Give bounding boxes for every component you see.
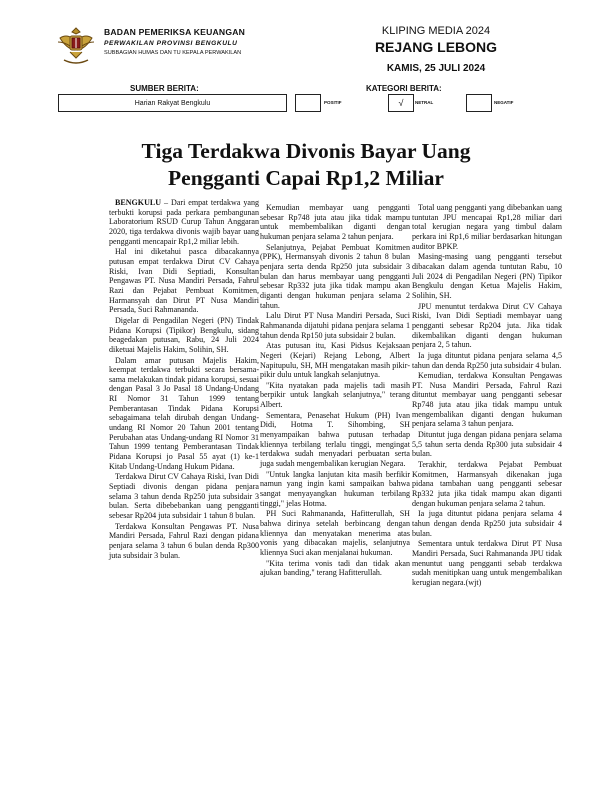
org-subdivision: SUBBAGIAN HUMAS DAN TU KEPALA PERWAKILAN <box>104 50 242 56</box>
headline <box>40 138 572 192</box>
category-box-positif <box>295 94 321 112</box>
org-name: BADAN PEMERIKSA KEUANGAN <box>104 27 246 37</box>
paragraph: Dituntut juga dengan pidana penjara selama 5,5 tahun serta denda Rp300 juta subsidair 4 bulan. <box>412 430 562 459</box>
paragraph: Ia juga dituntut pidana penjara selama 4 tahun dengan denda Rp250 juta subsidair 4 bulan. <box>412 509 562 538</box>
paragraph: Sementara, Penasehat Hukum (PH) Ivan Didi, Hotma T. Sihombing, SH menyampaikan bahwa putusan terhadap kliennya terbilang terlalu tinggi, mengingat terdakwa sudah menyadari perbuatan serta juga sudah mengembalikan kerugian Negara. <box>260 410 410 469</box>
paragraph: Ia juga dituntut pidana penjara selama 4,5 tahun dan denda Rp250 juta subsidair 4 bulan. <box>412 350 562 370</box>
category-label-positif: POSITIF <box>324 100 342 105</box>
category-label-netral: NETRAL <box>415 100 434 105</box>
source-label: SUMBER BERITA: <box>130 84 199 93</box>
paragraph: Kemudian, terdakwa Konsultan Pengawas PT. Nusa Mandiri Persada, Fahrul Razi dituntut membayar uang pengganti sebesar Rp748 juta atau jika tidak mampu untuk mengembalikan diganti dengan hukuman penjara selama 3 tahun penjara. <box>412 371 562 429</box>
paragraph: BENGKULU – Dari empat terdakwa yang terbukti korupsi pada perkara pembangunan Laboratorium RSUD Curup Tahun Anggaran 2020, tiga terdakwa divonis wajib bayar uang pengganti mencapair Rp1,2 miliar lebih. <box>109 198 259 246</box>
headline-line-2: Pengganti Capai Rp1,2 Miliar <box>168 166 444 190</box>
paragraph: "Kita nyatakan pada majelis tadi masih berpikir untuk langkah selanjutnya," terang Albert. <box>260 380 410 410</box>
article-column-1 <box>109 198 259 561</box>
paragraph: "Untuk langka lanjutan kita masih berfikir namun yang ingin kami sampaikan bahwa sangat menyayangkan hukuman terbilang tinggi," jelas Hotma. <box>260 469 410 508</box>
paragraph: Dalam amar putusan Majelis Hakim, keempat terdakwa terbukti secara bersama-sama melakukan tindak pidana korupsi, sesuai dengan Pasal 3 Jo Pasal 18 Undang-Undang RI Nomor 31 Tahun 1999 tentang Pemberantasan Tindak Pidana Korupsi sebagaimana telah dirubah dengan Undang-undang RI Nomor 20 Tahun 2001 tentang Perubahan atas Undang-undang RI Nomor 31 Tahun 1999 tentang Pemberantasan Tindak Pidana Korupsi jo Pasal 55 ayat (1) ke-1 Kitab Undang-Undang Hukum Pidana. <box>109 355 259 471</box>
paragraph: Terdakwa Konsultan Pengawas PT. Nusa Mandiri Persada, Fahrul Razi dengan pidana penjara selama 3 tahun 6 bulan denda Rp300 juta subsidair 3 bulan. <box>109 521 259 560</box>
category-box-negatif <box>466 94 492 112</box>
city-title: REJANG LEBONG <box>374 39 498 55</box>
article-column-3 <box>412 203 562 589</box>
kliping-title: KLIPING MEDIA 2024 <box>381 25 491 37</box>
paragraph: Atas putusan itu, Kasi Pidsus Kejaksaan Negeri (Kejari) Rejang Lebong, Albert Napitupulu, SH, MH mengatakan masih pikir-pikir dulu untuk langkah selanjutnya. <box>260 341 410 380</box>
paragraph: Sementara untuk terdakwa Dirut PT Nusa Mandiri Persada, Suci Rahmananda JPU tidak menuntut uang pengganti sebab terdakwa sudah menitipkan uang untuk mengembalikan kerugian negara.(wjt) <box>412 539 562 587</box>
paragraph: Lalu Dirut PT Nusa Mandiri Persada, Suci Rahmananda dijatuhi pidana penjara selama 1 tahun denda Rp150 juta subsidair 2 bulan. <box>260 311 410 340</box>
dateline: BENGKULU <box>115 198 162 207</box>
paragraph: Digelar di Pengadilan Negeri (PN) Tindak Pidana Korupsi (Tipikor) Bengkulu, sidang beagedakan putusan, Rabu, 24 Juli 2024 diketuai Majelis Hakim, Solihin, SH. <box>109 315 259 354</box>
paragraph: Hal ini diketahui pasca dibacakannya putusan empat terdakwa Dirut CV Cahaya Riski, Ivan Didi Septiadi, Konsultan Pengawas PT. Nusa Mandiri Persada, Fahrul Razi dan Pejabat Pembuat Komitmen, Harmansyah dan Dirut PT Nusa Mandiri Persada, Suci Rahmananda. <box>109 247 259 315</box>
paragraph: "Kita terima vonis tadi dan tidak akan ajukan banding," terang Hafitterullah. <box>260 558 410 578</box>
paragraph: Total uang pengganti yang dibebankan uang tuntutan JPU mencapai Rp1,28 miliar dari total kerugian negara yang timbul dalam perkara ini Rp1,6 miliar berdasarkan hitungan auditor BPKP. <box>412 203 562 251</box>
article-column-2 <box>260 203 410 579</box>
org-branch: PERWAKILAN PROVINSI BENGKULU <box>104 40 238 47</box>
bpk-garuda-logo <box>56 24 96 68</box>
category-label-negatif: NEGATIF <box>494 100 514 105</box>
headline-line-1: Tiga Terdakwa Divonis Bayar Uang <box>141 139 471 163</box>
publication-date: KAMIS, 25 JULI 2024 <box>386 63 486 74</box>
category-box-netral: √ <box>388 94 414 112</box>
paragraph: Kemudian membayar uang pengganti sebesar Rp748 juta atau jika tidak mampu untuk membembalikan diganti dengan hukuman penjara selama 2 tahun penjara. <box>260 203 410 241</box>
paragraph: Terakhir, terdakwa Pejabat Pembuat Komitmen, Harmansyah dikenakan juga pidana tambahan uang pengganti sebesar Rp332 juta jika tidak mampu akan diganti dengan hukuman penjara selama 2 tahun. <box>412 460 562 508</box>
paragraph: Masing-masing uang pengganti tersebut dibacakan dalam agenda tuntutan Rabu, 10 Juli 2024 di Pengadilan Negeri (PN) Tipikor Bengkulu dengan Ketua Majelis Hakim, Solihin, SH. <box>412 252 562 300</box>
category-label: KATEGORI BERITA: <box>366 84 442 93</box>
paragraph: JPU menuntut terdakwa Dirut CV Cahaya Riski, Ivan Didi Septiadi membayar uang pengganti sebesar Rp204 juta. Jika tidak dikembalikan diganti dengan hukuman penjara 2, 5 tahun. <box>412 301 562 350</box>
paragraph: PH Suci Rahmananda, Hafitterullah, SH bahwa dirinya setelah berbincang dengan kliennya dan menyatakan menerima atas vonis yang dibacakan majelis, selanjutnya kliennya Suci akan menjalanai hukuman. <box>260 509 410 557</box>
paragraph: Selanjutnya, Pejabat Pembuat Komitmen (PPK), Hermansyah divonis 2 tahun 8 bulan penjara serta denda Rp250 juta subsidair 3 bulan dan harus membayar uang pengganti sebesar Rp332 juta jika tidak mampu akan diganti dengan hukuman penjara selama 2 tahun. <box>260 242 410 310</box>
paragraph: Terdakwa Dirut CV Cahaya Riski, Ivan Didi Septiadi divonis dengan pidana penjara selama 3 tahun denda Rp250 juta subsidair 3 bulan. Serta dibebebankan uang pengganti sebesar Rp204 juta subsidair 1 tahun 8 bulan. <box>109 472 259 520</box>
source-box: Harian Rakyat Bengkulu <box>58 94 287 112</box>
